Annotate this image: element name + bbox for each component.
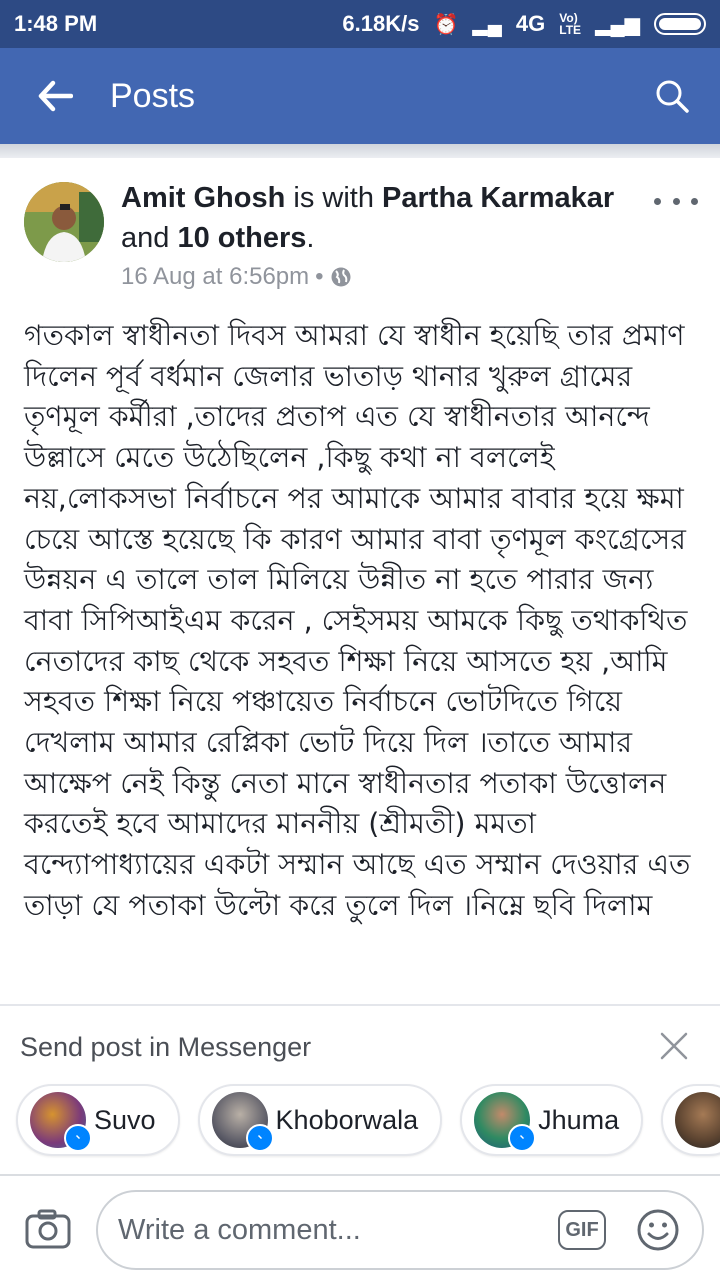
contact-name: Jhuma <box>538 1104 620 1135</box>
globe-icon <box>330 266 352 288</box>
page-title: Posts <box>110 76 196 115</box>
app-header <box>0 48 720 144</box>
camera-icon <box>24 1208 72 1250</box>
post-header <box>121 178 641 258</box>
with-text: is with <box>285 182 383 214</box>
author-avatar[interactable] <box>24 182 104 262</box>
post-text: গতকাল স্বাধীনতা দিবস আমরা যে স্বাধীন হয়েছি তার প্রমাণ দিলেন পূর্ব বর্ধমান জেলার ভাতাড় থানার খুরুল গ্রামের তৃণমূল কর্মীরা ,তাদের প্রতাপ এত যে স্বাধীনতার আনন্দে উল্লাসে মেতে উঠেছিলেন ,কিছু কথা না বললেই নয়,লোকসভা নির্বাচনে পর আমাকে আমার বাবার হয়ে ক্ষমা চেয়ে আস্তে হয়েছে কি কারণ আমার বাবা তৃণমূল কংগ্রেসের উন্নয়ন এ তালে তাল মিলিয়ে উন্নীত না হতে পারার জন্য বাবা সিপিআইএম করেন , সেইসময় আমকে কিছু তথাকথিত নেতাদের কাছ থেকে সহবত শিক্ষা নিয়ে আসতে হয় ,আমি সহবত শিক্ষা নিয়ে পঞ্চায়েত নির্বাচনে ভোটদিতে গিয়ে দেখলাম আমার রেপ্লিকা ভোট দিয়ে দিল ।তাতে আমার আক্ষেপ নেই কিন্তু নেতা মানে স্বাধীনতার পতাকা উত্তোলন করতেই হবে আমাদের মাননীয় (শ্রীমতী) মমতা বন্দ্যোপাধ্যায়ের একটা সম্মান আছে এত সম্মান দেওয়ার এত তাড়া যে পতাকা উল্টো করে তুলে দিল ।নিম্নে ছবি দিলাম <box>24 319 691 922</box>
comment-placeholder: Write a comment... <box>118 1213 361 1246</box>
status-indicators <box>342 11 706 37</box>
meta-separator: • <box>315 263 324 290</box>
battery-icon <box>654 13 706 35</box>
more-dot-icon <box>673 198 680 205</box>
messenger-share-section <box>0 1004 720 1174</box>
share-title: Send post in Messenger <box>20 1032 312 1062</box>
messenger-icon <box>246 1124 274 1152</box>
close-icon <box>654 1026 694 1066</box>
post-card <box>0 158 720 1004</box>
more-dot-icon <box>691 198 698 205</box>
messenger-icon <box>508 1124 536 1152</box>
volte-icon: Vo) LTE <box>559 11 582 37</box>
comment-bar <box>0 1174 720 1280</box>
emoji-button[interactable] <box>636 1208 680 1252</box>
close-button[interactable] <box>654 1026 694 1066</box>
contact-avatar <box>212 1092 268 1148</box>
camera-button[interactable] <box>24 1208 72 1250</box>
tagged-others[interactable]: 10 others <box>177 222 307 254</box>
back-button[interactable] <box>0 48 110 144</box>
more-dot-icon <box>654 198 661 205</box>
comment-input[interactable] <box>96 1190 704 1270</box>
post-meta <box>121 263 352 291</box>
search-icon <box>654 78 690 114</box>
status-time: 1:48 PM <box>14 11 98 36</box>
contact-chip[interactable] <box>661 1084 720 1156</box>
back-arrow-icon <box>37 80 73 112</box>
contact-avatar <box>474 1092 530 1148</box>
period: . <box>306 222 315 254</box>
contact-avatar <box>30 1092 86 1148</box>
status-bar <box>0 0 720 48</box>
contact-chip[interactable] <box>16 1084 180 1156</box>
signal-strong-icon: ▂▄▆ <box>595 13 640 36</box>
contact-chip[interactable] <box>460 1084 643 1156</box>
messenger-contacts <box>16 1084 720 1156</box>
tagged-name[interactable]: Partha Karmakar <box>382 182 615 214</box>
network-type: 4G <box>515 11 546 36</box>
and-text: and <box>121 222 178 254</box>
post-options-button[interactable] <box>654 186 698 216</box>
signal-weak-icon: ▂▄ <box>472 13 502 36</box>
post-timestamp[interactable]: 16 Aug at 6:56pm <box>121 263 310 290</box>
contact-chip[interactable] <box>198 1084 443 1156</box>
messenger-icon <box>64 1124 92 1152</box>
search-button[interactable] <box>624 48 720 144</box>
gif-button[interactable]: GIF <box>558 1210 606 1250</box>
alarm-icon: ⏰ <box>433 13 459 36</box>
author-name[interactable]: Amit Ghosh <box>121 182 286 214</box>
smiley-icon <box>636 1208 680 1252</box>
network-speed: 6.18K/s <box>342 11 420 36</box>
header-divider <box>0 144 720 158</box>
contact-name: Khoborwala <box>275 1104 419 1135</box>
contact-name: Suvo <box>94 1104 156 1135</box>
contact-avatar <box>675 1092 720 1148</box>
